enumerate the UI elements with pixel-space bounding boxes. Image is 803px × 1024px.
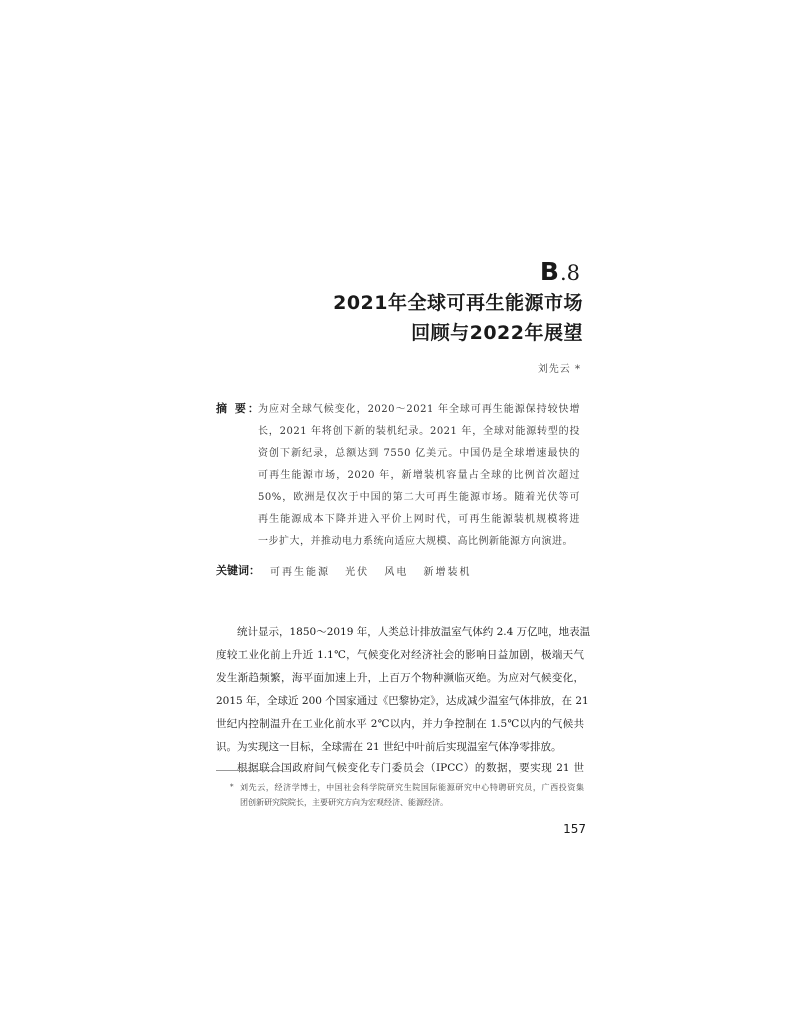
keywords-label: 关键词：	[216, 564, 260, 577]
keywords-list: 可再生能源 光伏 风电 新增装机	[270, 567, 472, 578]
footnote-divider	[216, 770, 282, 771]
abstract-line: 为应对全球气候变化，2020～2021 年全球可再生能源保持较快增	[258, 404, 580, 415]
footnote-mark: *	[230, 783, 234, 791]
body-line: 统计显示，1850～2019 年，人类总计排放温室气体约 2.4 万亿吨，地表温	[237, 626, 591, 638]
chapter-letter: B	[539, 257, 560, 286]
body-line: 世纪内控制温升在工业化前水平 2℃以内，并力争控制在 1.5℃以内的气候共	[216, 718, 584, 730]
footnote-line: 团创新研究院院长，主要研究方向为宏观经济、能源经济。	[240, 798, 448, 807]
body-line: 2015 年，全球近 200 个国家通过《巴黎协定》，达成减少温室气体排放，在 21	[216, 695, 589, 707]
body-line: 发生渐趋频繁，海平面加速上升，上百万个物种濒临灭绝。为应对气候变化，	[216, 672, 584, 684]
abstract-line: 50%，欧洲是仅次于中国的第二大可再生能源市场。随着光伏等可	[258, 492, 580, 503]
body-line: 度较工业化前上升近 1.1℃，气候变化对经济社会的影响日益加剧，极端天气	[216, 649, 584, 661]
author: 刘先云 *	[537, 364, 581, 375]
page-title-line-2: 回顾与2022年展望	[411, 322, 583, 344]
abstract-label: 摘 要：	[216, 402, 261, 415]
abstract-line: 资创下新纪录，总额达到 7550 亿美元。中国仍是全球增速最快的	[258, 448, 580, 459]
abstract-line: 再生能源成本下降并进入平价上网时代，可再生能源装机规模将进	[258, 514, 580, 525]
abstract-line: 可再生能源市场，2020 年，新增装机容量占全球的比例首次超过	[258, 470, 580, 481]
page-title-line-1: 2021年全球可再生能源市场	[333, 292, 583, 314]
footnote-line: 刘先云，经济学博士，中国社会科学院研究生院国际能源研究中心特聘研究员，广西投资集	[240, 783, 584, 792]
body-line: 识。为实现这一目标，全球需在 21 世纪中叶前后实现温室气体净零排放。	[216, 741, 562, 753]
body-line: 根据联合国政府间气候变化专门委员会（IPCC）的数据，要实现 21 世	[237, 762, 584, 774]
abstract-line: 长，2021 年将创下新的装机纪录。2021 年，全球对能源转型的投	[258, 426, 580, 437]
page-number: 157	[563, 822, 586, 836]
chapter-number	[470, 257, 580, 287]
abstract-line: 一步扩大，并推动电力系统向适应大规模、高比例新能源方向演进。	[258, 536, 573, 547]
chapter-index: .8	[559, 261, 580, 285]
